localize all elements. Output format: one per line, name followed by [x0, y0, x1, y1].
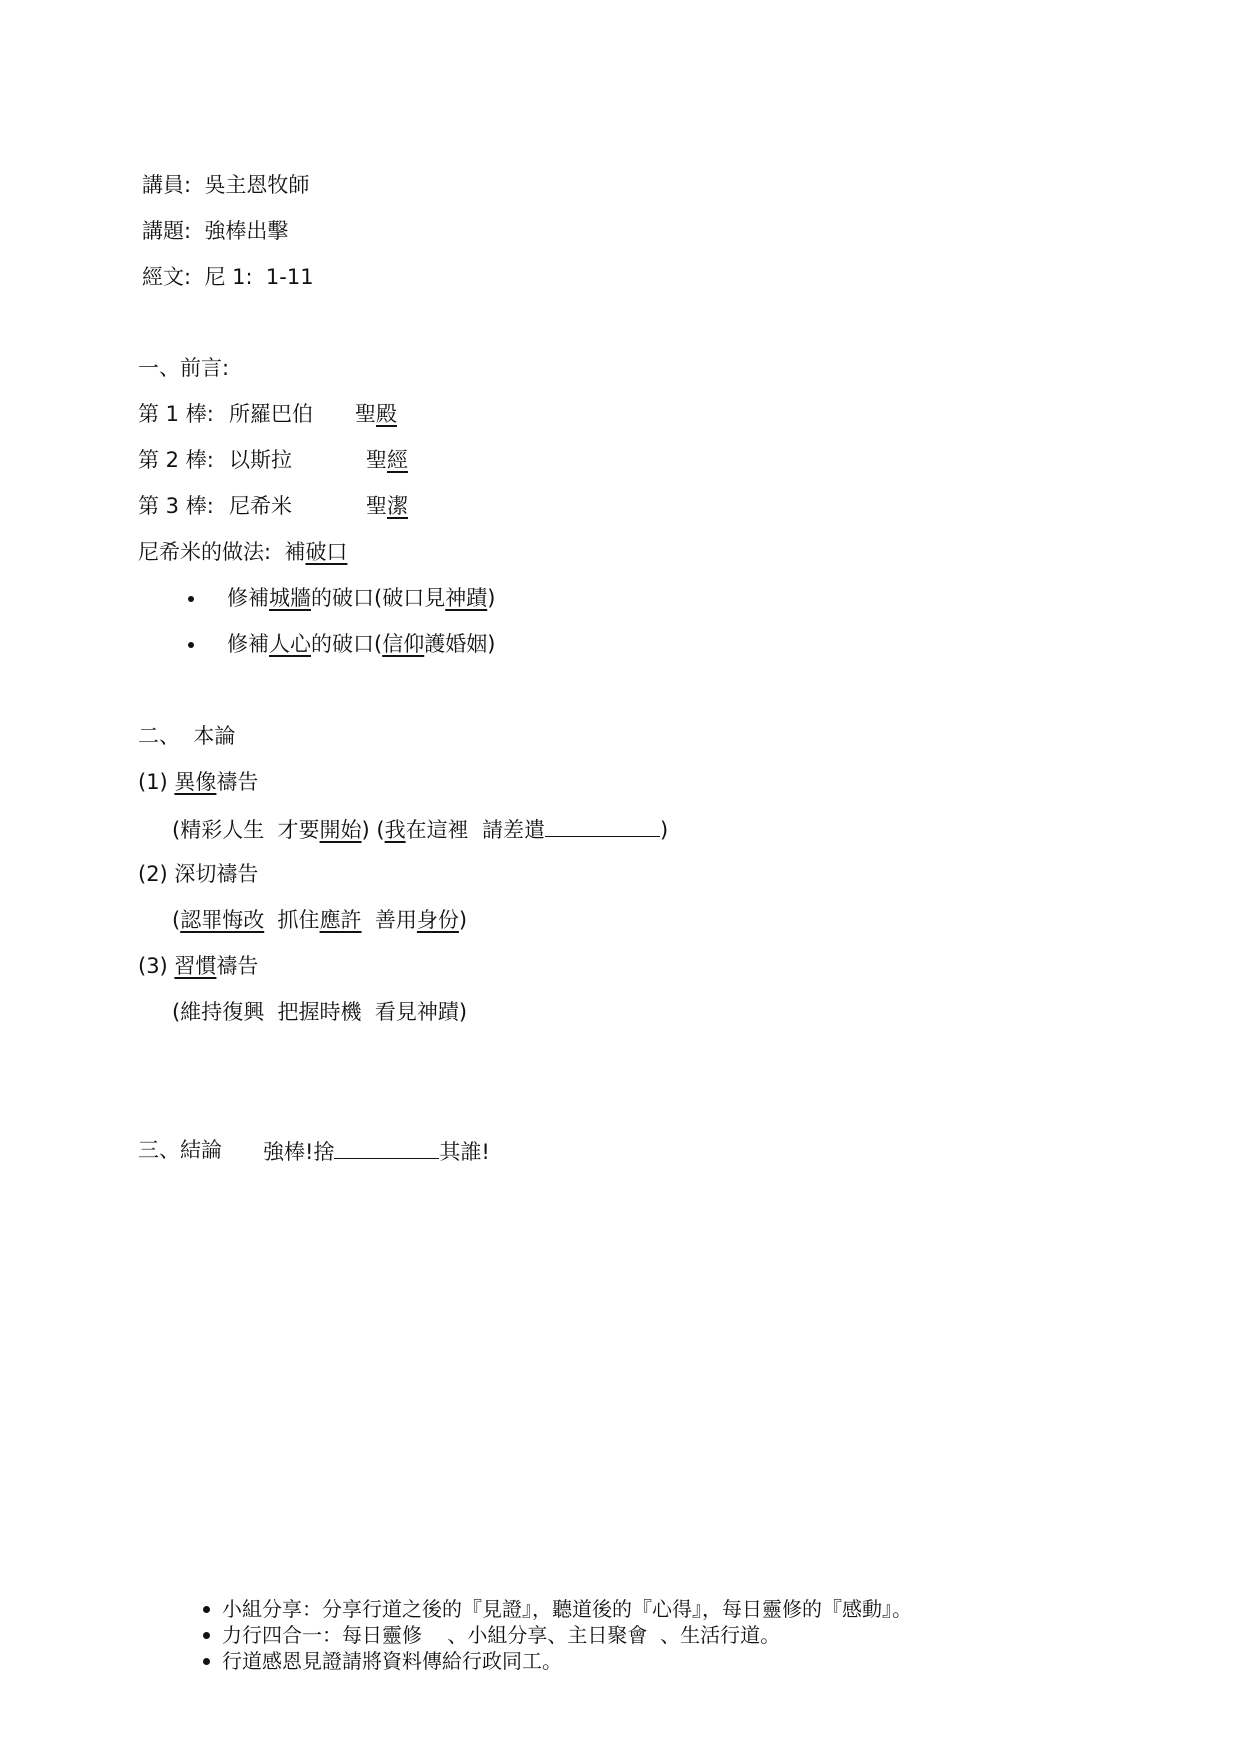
fill-in-blank — [545, 814, 660, 837]
batter1-keyword: 聖殿 — [355, 402, 397, 426]
scripture-text: 尼 1: 1-11 — [204, 265, 314, 289]
bullet-icon — [203, 1658, 210, 1665]
conclusion-heading: 三、結論 — [138, 1138, 222, 1162]
batter1-label: 第 1 棒: — [138, 402, 214, 426]
method-line: 尼希米的做法: 補破口 — [138, 540, 348, 564]
scripture-label: 經文: — [142, 265, 192, 289]
method-bullet-2: 修補人心的破口(信仰護婚姻) — [227, 632, 496, 656]
footer-note-1: 小組分享：分享行道之後的『見證』，聽道後的『心得』，每日靈修的『感動』。 — [222, 1597, 912, 1621]
fill-in-blank — [334, 1136, 439, 1159]
body-heading: 二、 本論 — [138, 724, 236, 748]
point-2: (2) 深切禱告 — [138, 862, 259, 886]
topic-text: 強棒出擊 — [204, 219, 289, 243]
point-3: (3) 習慣禱告 — [138, 954, 259, 978]
speaker-line — [142, 171, 309, 199]
bullet-icon — [203, 1632, 210, 1639]
topic-label: 講題: — [142, 219, 192, 243]
bullet-icon — [188, 642, 194, 648]
batter1-name: 所羅巴伯 — [229, 402, 313, 426]
topic-line — [142, 217, 288, 245]
method-bullet-1: 修補城牆的破口(破口見神蹟) — [227, 586, 496, 610]
scripture-line — [142, 263, 314, 291]
point-2-detail: (認罪悔改 抓住應許 善用身份) — [172, 908, 468, 932]
speaker-name: 吳主恩牧師 — [204, 173, 310, 197]
intro-heading: 一、前言: — [138, 356, 230, 380]
batter3-keyword: 聖潔 — [366, 494, 408, 518]
speaker-label: 講員: — [142, 173, 192, 197]
batter3-name: 尼希米 — [229, 494, 292, 518]
batter2-name: 以斯拉 — [229, 448, 292, 472]
bullet-icon — [203, 1606, 210, 1613]
point-1-detail: (精彩人生 才要開始) (我在這裡 請差遣 ) — [172, 814, 668, 844]
footer-note-3: 行道感恩見證請將資料傳給行政同工。 — [222, 1649, 562, 1673]
point-3-detail: (維持復興 把握時機 看見神蹟) — [172, 1000, 468, 1024]
batter2-keyword: 聖經 — [366, 448, 408, 472]
point-1: (1) 異像禱告 — [138, 770, 259, 794]
conclusion-text: 強棒!捨 其誰! — [263, 1136, 490, 1166]
bullet-icon — [188, 596, 194, 602]
batter2-label: 第 2 棒: — [138, 448, 214, 472]
batter3-label: 第 3 棒: — [138, 494, 214, 518]
footer-note-2: 力行四合一：每日靈修 、小組分享、主日聚會 、生活行道。 — [222, 1623, 781, 1647]
